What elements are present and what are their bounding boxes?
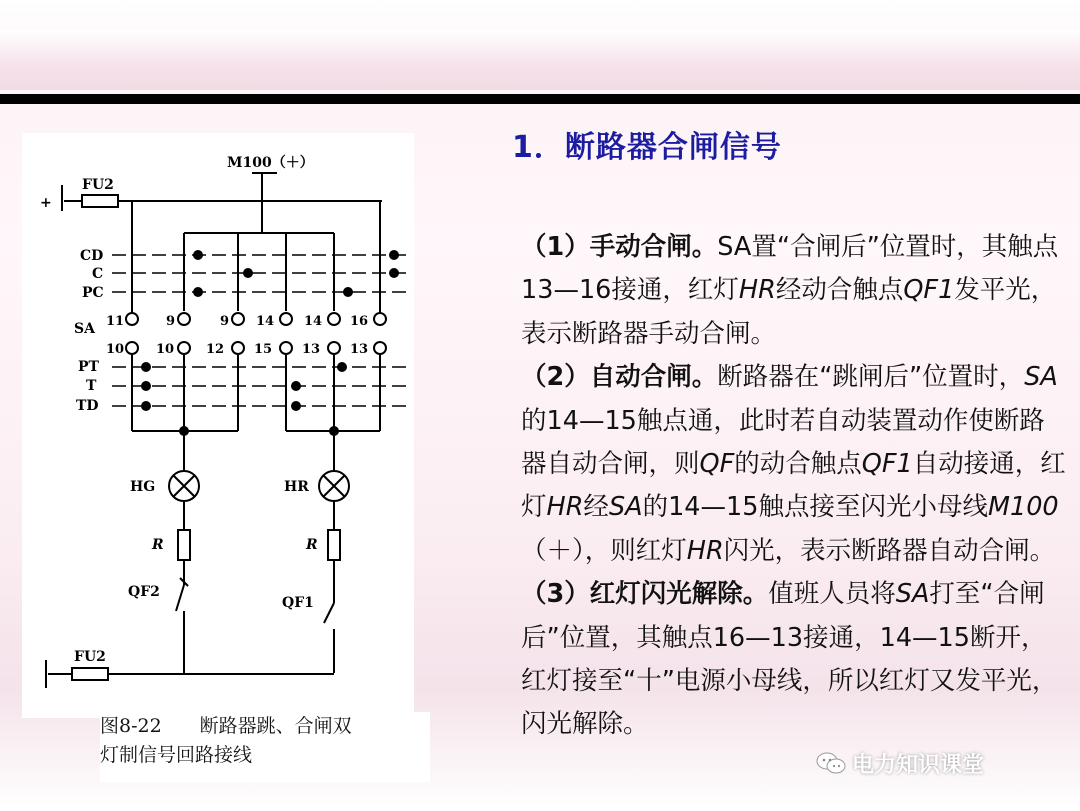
paragraph-text: 的14—15触点通，此时若自动装置动作使断路器自动合闸，则 [521, 405, 1045, 480]
paragraph-text: 的动合触点 [734, 449, 862, 480]
label-c: C [92, 266, 104, 282]
symbol-text: QF [699, 449, 735, 480]
contact-upper: 9 [166, 314, 176, 329]
symbol-text: QF1 [861, 449, 913, 480]
watermark-text: 电力知识课堂 [852, 752, 985, 778]
paragraph-text: 自动接通，红灯 [521, 449, 1066, 523]
label-pc: PC [82, 285, 104, 301]
paragraph-text: （＋），则红灯 [521, 535, 687, 566]
label-fu2-bottom: FU2 [74, 649, 106, 665]
label-m100: M100（＋） [227, 155, 314, 171]
header-band [0, 30, 1080, 90]
figure-caption [100, 712, 430, 782]
label-plus: + [40, 195, 52, 211]
paragraph-text: 打至“合闸后”位置，其触点16—13接通，14—15断开，红灯接至“十”电源小母线，所以红灯又发平光，闪光解除。 [521, 579, 1058, 740]
contact-upper: 9 [220, 314, 230, 329]
symbol-text: QF1 [903, 275, 955, 306]
contact-lower: 13 [350, 342, 369, 357]
contact-lower: 13 [302, 342, 321, 357]
paragraph-auto-close [476, 356, 1066, 573]
label-qf1: QF1 [282, 595, 314, 611]
wechat-icon [816, 752, 846, 774]
contact-lower: 15 [254, 342, 273, 357]
label-sa: SA [74, 321, 95, 337]
paragraph-text: 的14—15触点接至闪光小母线 [642, 492, 988, 523]
paragraph-flash-release [476, 573, 1066, 747]
label-hr: HR [284, 479, 309, 495]
paragraph-text: 经 [583, 492, 609, 523]
symbol-text: SA [895, 579, 930, 610]
paragraph-heading: （1）手动合闸。 [521, 232, 718, 262]
paragraph-text: 经动合触点 [775, 275, 904, 306]
label-r-left: R [152, 537, 164, 553]
watermark [816, 747, 984, 779]
body-text [476, 226, 1066, 747]
label-t: T [86, 378, 97, 394]
symbol-text: M100 [987, 492, 1059, 523]
symbol-text: HR [546, 492, 584, 523]
contact-upper: 14 [304, 314, 323, 329]
contact-upper: 16 [350, 314, 369, 329]
paragraph-text: 闪光，表示断路器自动合闸。 [723, 535, 1056, 566]
paragraph-heading: （3）红灯闪光解除。 [521, 579, 769, 610]
paragraph-text: 值班人员将 [768, 579, 896, 610]
paragraph-text: 发平光，表示断路器手动合闸。 [521, 275, 1057, 349]
symbol-text: SA [608, 492, 643, 523]
paragraph-heading: （2）自动合闸。 [521, 362, 718, 393]
header-rule [0, 94, 1080, 104]
contact-upper: 11 [106, 314, 125, 329]
symbol-text: HR [686, 535, 724, 566]
caption-line: 图8-22 断路器跳、合闸双 [100, 715, 352, 737]
label-td: TD [76, 398, 99, 414]
label-qf2: QF2 [128, 584, 160, 600]
symbol-text: SA [1024, 362, 1058, 393]
contact-lower: 10 [156, 342, 175, 357]
slide-title: 1．断路器合闸信号 [512, 130, 782, 165]
circuit-diagram [22, 133, 414, 718]
label-r-right: R [306, 537, 318, 553]
paragraph-text: 断路器在“跳闸后”位置时， [717, 362, 1025, 393]
contact-lower: 12 [206, 342, 225, 357]
label-hg: HG [130, 479, 156, 495]
label-cd: CD [80, 248, 104, 264]
contact-upper: 14 [256, 314, 275, 329]
paragraph-manual-close [476, 226, 1066, 356]
circuit-figure [22, 133, 414, 718]
symbol-text: HR [738, 275, 776, 306]
paragraph-text: SA置“合闸后”位置时，其触点13—16接通，红灯 [521, 232, 1059, 306]
label-fu2-top: FU2 [82, 177, 114, 193]
label-pt: PT [78, 359, 99, 375]
caption-line: 灯制信号回路接线 [100, 744, 253, 766]
contact-lower: 10 [106, 342, 125, 357]
